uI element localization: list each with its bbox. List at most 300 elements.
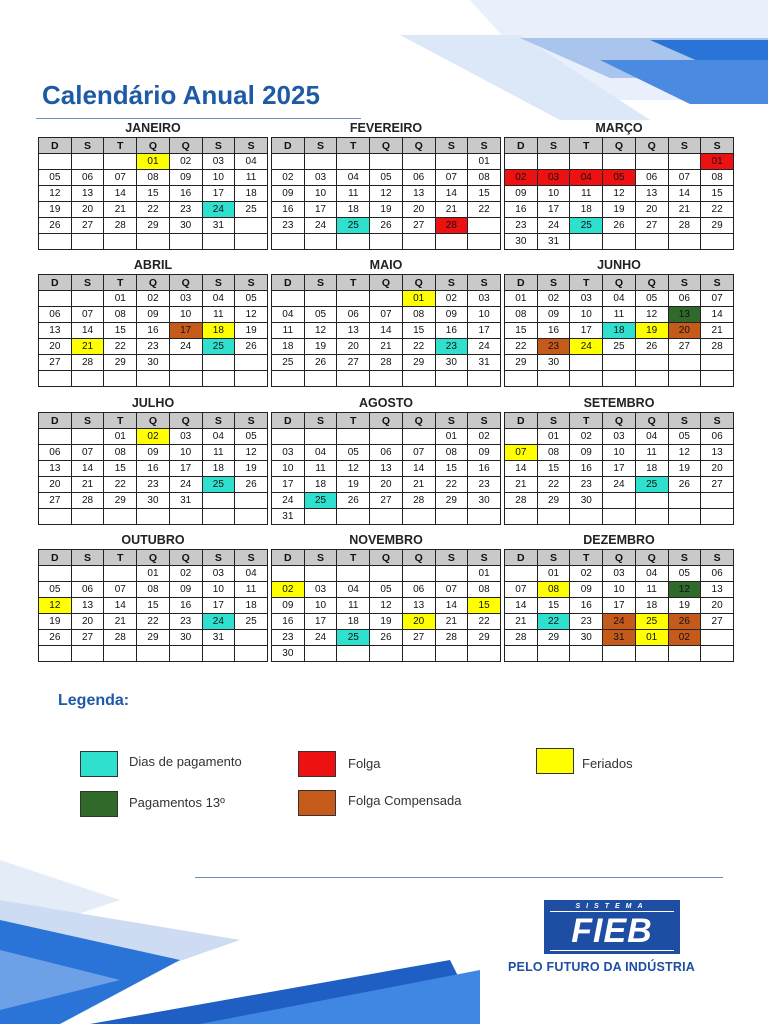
day-cell: 22 bbox=[537, 477, 570, 493]
day-cell: 15 bbox=[468, 598, 501, 614]
day-cell: 09 bbox=[505, 186, 538, 202]
day-cell: 15 bbox=[137, 598, 170, 614]
empty-cell bbox=[570, 355, 603, 371]
day-cell: 14 bbox=[505, 598, 538, 614]
weekday-header: S bbox=[668, 550, 701, 566]
weekday-header: T bbox=[570, 275, 603, 291]
day-cell: 25 bbox=[202, 477, 235, 493]
day-cell: 19 bbox=[635, 323, 668, 339]
day-cell: 10 bbox=[603, 445, 636, 461]
month-grid bbox=[38, 137, 268, 250]
day-cell: 19 bbox=[235, 461, 268, 477]
day-cell: 25 bbox=[272, 355, 305, 371]
empty-cell bbox=[71, 234, 104, 250]
empty-cell bbox=[304, 646, 337, 662]
empty-cell bbox=[402, 429, 435, 445]
empty-cell bbox=[169, 234, 202, 250]
empty-cell bbox=[537, 646, 570, 662]
day-cell: 28 bbox=[71, 493, 104, 509]
day-cell: 17 bbox=[169, 323, 202, 339]
empty-cell bbox=[71, 646, 104, 662]
day-cell: 10 bbox=[570, 307, 603, 323]
day-cell: 25 bbox=[202, 339, 235, 355]
day-cell: 06 bbox=[402, 582, 435, 598]
day-cell: 25 bbox=[570, 218, 603, 234]
legend-swatch-folga bbox=[298, 751, 336, 777]
day-cell: 03 bbox=[570, 291, 603, 307]
weekday-header: Q bbox=[137, 275, 170, 291]
day-cell: 18 bbox=[337, 202, 370, 218]
legend-label-compensada: Folga Compensada bbox=[348, 793, 462, 808]
empty-cell bbox=[169, 509, 202, 525]
day-cell: 17 bbox=[603, 461, 636, 477]
empty-cell bbox=[635, 509, 668, 525]
day-cell: 18 bbox=[570, 202, 603, 218]
empty-cell bbox=[435, 509, 468, 525]
day-cell: 27 bbox=[71, 630, 104, 646]
month-setembro bbox=[504, 395, 734, 525]
legend-label-13: Pagamentos 13º bbox=[129, 795, 225, 810]
empty-cell bbox=[402, 154, 435, 170]
day-cell: 13 bbox=[71, 598, 104, 614]
weekday-header: S bbox=[235, 275, 268, 291]
day-cell: 21 bbox=[435, 202, 468, 218]
day-cell: 07 bbox=[402, 445, 435, 461]
day-cell: 25 bbox=[635, 614, 668, 630]
day-cell: 05 bbox=[370, 582, 403, 598]
day-cell: 05 bbox=[337, 445, 370, 461]
day-cell: 18 bbox=[235, 186, 268, 202]
day-cell: 04 bbox=[337, 582, 370, 598]
day-cell: 25 bbox=[603, 339, 636, 355]
day-cell: 23 bbox=[137, 477, 170, 493]
empty-cell bbox=[537, 154, 570, 170]
empty-cell bbox=[304, 154, 337, 170]
day-cell: 23 bbox=[169, 202, 202, 218]
weekday-header: S bbox=[71, 550, 104, 566]
empty-cell bbox=[370, 371, 403, 387]
day-cell: 01 bbox=[537, 566, 570, 582]
day-cell: 09 bbox=[570, 445, 603, 461]
weekday-header: S bbox=[701, 275, 734, 291]
day-cell: 31 bbox=[202, 630, 235, 646]
day-cell: 01 bbox=[104, 291, 137, 307]
day-cell: 28 bbox=[435, 218, 468, 234]
day-cell: 17 bbox=[304, 202, 337, 218]
weekday-header: Q bbox=[169, 550, 202, 566]
empty-cell bbox=[370, 234, 403, 250]
day-cell: 15 bbox=[137, 186, 170, 202]
day-cell: 15 bbox=[537, 598, 570, 614]
day-cell: 14 bbox=[104, 598, 137, 614]
empty-cell bbox=[202, 509, 235, 525]
weekday-header: S bbox=[537, 413, 570, 429]
day-cell: 12 bbox=[370, 186, 403, 202]
day-cell: 04 bbox=[635, 429, 668, 445]
day-cell: 06 bbox=[39, 445, 72, 461]
day-cell: 23 bbox=[537, 339, 570, 355]
empty-cell bbox=[505, 154, 538, 170]
month-novembro bbox=[271, 532, 501, 662]
empty-cell bbox=[435, 234, 468, 250]
day-cell: 27 bbox=[71, 218, 104, 234]
day-cell: 03 bbox=[169, 291, 202, 307]
day-cell: 14 bbox=[505, 461, 538, 477]
weekday-header: S bbox=[304, 550, 337, 566]
day-cell: 27 bbox=[39, 355, 72, 371]
empty-cell bbox=[202, 493, 235, 509]
empty-cell bbox=[635, 371, 668, 387]
day-cell: 07 bbox=[701, 291, 734, 307]
day-cell: 20 bbox=[39, 477, 72, 493]
empty-cell bbox=[468, 509, 501, 525]
day-cell: 23 bbox=[468, 477, 501, 493]
empty-cell bbox=[337, 291, 370, 307]
empty-cell bbox=[701, 630, 734, 646]
day-cell: 23 bbox=[169, 614, 202, 630]
day-cell: 02 bbox=[137, 291, 170, 307]
weekday-header: D bbox=[505, 413, 538, 429]
day-cell: 29 bbox=[537, 493, 570, 509]
weekday-header: Q bbox=[137, 550, 170, 566]
day-cell: 02 bbox=[169, 566, 202, 582]
day-cell: 11 bbox=[202, 445, 235, 461]
day-cell: 17 bbox=[202, 598, 235, 614]
weekday-header: Q bbox=[370, 138, 403, 154]
day-cell: 21 bbox=[505, 614, 538, 630]
empty-cell bbox=[304, 566, 337, 582]
day-cell: 04 bbox=[603, 291, 636, 307]
day-cell: 17 bbox=[468, 323, 501, 339]
day-cell: 09 bbox=[272, 598, 305, 614]
day-cell: 05 bbox=[235, 429, 268, 445]
day-cell: 01 bbox=[537, 429, 570, 445]
day-cell: 23 bbox=[272, 630, 305, 646]
day-cell: 27 bbox=[701, 614, 734, 630]
day-cell: 06 bbox=[402, 170, 435, 186]
weekday-header: S bbox=[435, 138, 468, 154]
day-cell: 03 bbox=[603, 566, 636, 582]
day-cell: 29 bbox=[435, 493, 468, 509]
day-cell: 14 bbox=[435, 186, 468, 202]
weekday-header: S bbox=[537, 138, 570, 154]
empty-cell bbox=[370, 429, 403, 445]
day-cell: 04 bbox=[337, 170, 370, 186]
empty-cell bbox=[370, 154, 403, 170]
month-junho bbox=[504, 257, 734, 387]
legend-label-feriados: Feriados bbox=[582, 756, 633, 771]
day-cell: 10 bbox=[468, 307, 501, 323]
day-cell: 09 bbox=[272, 186, 305, 202]
weekday-header: Q bbox=[370, 413, 403, 429]
day-cell: 12 bbox=[39, 598, 72, 614]
day-cell: 07 bbox=[104, 582, 137, 598]
day-cell: 12 bbox=[235, 307, 268, 323]
empty-cell bbox=[402, 509, 435, 525]
weekday-header: S bbox=[537, 550, 570, 566]
empty-cell bbox=[71, 291, 104, 307]
month-maio bbox=[271, 257, 501, 387]
empty-cell bbox=[603, 646, 636, 662]
day-cell: 15 bbox=[104, 461, 137, 477]
month-name: AGOSTO bbox=[359, 396, 413, 410]
day-cell: 24 bbox=[202, 202, 235, 218]
day-cell: 21 bbox=[71, 477, 104, 493]
empty-cell bbox=[701, 493, 734, 509]
day-cell: 30 bbox=[505, 234, 538, 250]
day-cell: 04 bbox=[235, 566, 268, 582]
day-cell: 12 bbox=[603, 186, 636, 202]
day-cell: 09 bbox=[169, 170, 202, 186]
day-cell: 05 bbox=[603, 170, 636, 186]
day-cell: 14 bbox=[370, 323, 403, 339]
month-agosto bbox=[271, 395, 501, 525]
day-cell: 16 bbox=[169, 598, 202, 614]
weekday-header: D bbox=[39, 138, 72, 154]
day-cell: 01 bbox=[402, 291, 435, 307]
day-cell: 15 bbox=[435, 461, 468, 477]
day-cell: 16 bbox=[137, 461, 170, 477]
day-cell: 16 bbox=[570, 598, 603, 614]
empty-cell bbox=[71, 154, 104, 170]
empty-cell bbox=[570, 371, 603, 387]
day-cell: 08 bbox=[701, 170, 734, 186]
day-cell: 07 bbox=[505, 445, 538, 461]
day-cell: 30 bbox=[468, 493, 501, 509]
day-cell: 02 bbox=[537, 291, 570, 307]
title-divider bbox=[36, 118, 361, 119]
weekday-header: Q bbox=[635, 413, 668, 429]
day-cell: 08 bbox=[505, 307, 538, 323]
month-name: SETEMBRO bbox=[583, 396, 655, 410]
day-cell: 04 bbox=[272, 307, 305, 323]
month-julho bbox=[38, 395, 268, 525]
logo-line-bottom bbox=[550, 950, 674, 951]
day-cell: 31 bbox=[468, 355, 501, 371]
empty-cell bbox=[370, 291, 403, 307]
day-cell: 12 bbox=[304, 323, 337, 339]
day-cell: 25 bbox=[235, 202, 268, 218]
day-cell: 04 bbox=[202, 429, 235, 445]
day-cell: 13 bbox=[71, 186, 104, 202]
empty-cell bbox=[505, 429, 538, 445]
day-cell: 27 bbox=[402, 630, 435, 646]
weekday-header: T bbox=[337, 138, 370, 154]
day-cell: 16 bbox=[435, 323, 468, 339]
day-cell: 03 bbox=[169, 429, 202, 445]
empty-cell bbox=[435, 566, 468, 582]
legend-swatch-pagamento bbox=[80, 751, 118, 777]
day-cell: 29 bbox=[104, 493, 137, 509]
empty-cell bbox=[635, 646, 668, 662]
day-cell: 22 bbox=[104, 477, 137, 493]
day-cell: 30 bbox=[570, 493, 603, 509]
day-cell: 12 bbox=[635, 307, 668, 323]
empty-cell bbox=[39, 509, 72, 525]
day-cell: 21 bbox=[668, 202, 701, 218]
empty-cell bbox=[304, 429, 337, 445]
weekday-header: S bbox=[701, 138, 734, 154]
empty-cell bbox=[137, 646, 170, 662]
day-cell: 16 bbox=[505, 202, 538, 218]
day-cell: 16 bbox=[272, 614, 305, 630]
month-grid bbox=[504, 549, 734, 662]
day-cell: 04 bbox=[570, 170, 603, 186]
day-cell: 05 bbox=[39, 170, 72, 186]
day-cell: 25 bbox=[337, 218, 370, 234]
day-cell: 25 bbox=[304, 493, 337, 509]
day-cell: 01 bbox=[468, 566, 501, 582]
month-name: MARÇO bbox=[595, 121, 643, 135]
day-cell: 15 bbox=[104, 323, 137, 339]
day-cell: 16 bbox=[137, 323, 170, 339]
legend-swatch-feriados bbox=[536, 748, 574, 774]
day-cell: 26 bbox=[337, 493, 370, 509]
day-cell: 09 bbox=[435, 307, 468, 323]
weekday-header: T bbox=[337, 275, 370, 291]
day-cell: 28 bbox=[505, 493, 538, 509]
day-cell: 19 bbox=[370, 202, 403, 218]
day-cell: 13 bbox=[402, 186, 435, 202]
day-cell: 09 bbox=[169, 582, 202, 598]
day-cell: 26 bbox=[39, 630, 72, 646]
day-cell: 28 bbox=[71, 355, 104, 371]
day-cell: 18 bbox=[337, 614, 370, 630]
day-cell: 30 bbox=[537, 355, 570, 371]
weekday-header: Q bbox=[635, 550, 668, 566]
month-name: ABRIL bbox=[133, 258, 173, 272]
weekday-header: Q bbox=[370, 275, 403, 291]
weekday-header: D bbox=[39, 413, 72, 429]
day-cell: 10 bbox=[169, 445, 202, 461]
day-cell: 24 bbox=[537, 218, 570, 234]
day-cell: 17 bbox=[304, 614, 337, 630]
day-cell: 28 bbox=[370, 355, 403, 371]
day-cell: 05 bbox=[635, 291, 668, 307]
weekday-header: S bbox=[468, 138, 501, 154]
month-name: DEZEMBRO bbox=[583, 533, 655, 547]
day-cell: 12 bbox=[370, 598, 403, 614]
empty-cell bbox=[39, 371, 72, 387]
day-cell: 31 bbox=[603, 630, 636, 646]
empty-cell bbox=[701, 646, 734, 662]
day-cell: 01 bbox=[137, 566, 170, 582]
month-name: FEVEREIRO bbox=[349, 121, 423, 135]
empty-cell bbox=[402, 646, 435, 662]
empty-cell bbox=[39, 291, 72, 307]
day-cell: 28 bbox=[435, 630, 468, 646]
empty-cell bbox=[668, 509, 701, 525]
weekday-header: T bbox=[104, 550, 137, 566]
day-cell: 18 bbox=[202, 323, 235, 339]
day-cell: 09 bbox=[137, 445, 170, 461]
day-cell: 14 bbox=[435, 598, 468, 614]
month-grid bbox=[271, 549, 501, 662]
logo-slogan: PELO FUTURO DA INDÚSTRIA bbox=[508, 960, 695, 974]
empty-cell bbox=[570, 234, 603, 250]
day-cell: 11 bbox=[272, 323, 305, 339]
weekday-header: Q bbox=[603, 413, 636, 429]
day-cell: 13 bbox=[701, 582, 734, 598]
day-cell: 10 bbox=[202, 170, 235, 186]
day-cell: 01 bbox=[701, 154, 734, 170]
empty-cell bbox=[570, 646, 603, 662]
empty-cell bbox=[505, 566, 538, 582]
legend-label-folga: Folga bbox=[348, 756, 381, 771]
day-cell: 15 bbox=[505, 323, 538, 339]
day-cell: 02 bbox=[668, 630, 701, 646]
empty-cell bbox=[235, 355, 268, 371]
empty-cell bbox=[370, 646, 403, 662]
empty-cell bbox=[272, 429, 305, 445]
day-cell: 08 bbox=[104, 445, 137, 461]
empty-cell bbox=[202, 355, 235, 371]
empty-cell bbox=[71, 429, 104, 445]
weekday-header: S bbox=[71, 138, 104, 154]
day-cell: 17 bbox=[603, 598, 636, 614]
day-cell: 22 bbox=[137, 202, 170, 218]
logo-sistema-text: SISTEMA bbox=[575, 903, 649, 910]
day-cell: 24 bbox=[570, 339, 603, 355]
day-cell: 14 bbox=[668, 186, 701, 202]
day-cell: 17 bbox=[537, 202, 570, 218]
day-cell: 01 bbox=[468, 154, 501, 170]
day-cell: 16 bbox=[468, 461, 501, 477]
day-cell: 22 bbox=[468, 614, 501, 630]
empty-cell bbox=[668, 234, 701, 250]
day-cell: 01 bbox=[137, 154, 170, 170]
weekday-header: Q bbox=[635, 275, 668, 291]
day-cell: 28 bbox=[505, 630, 538, 646]
empty-cell bbox=[39, 234, 72, 250]
day-cell: 08 bbox=[468, 582, 501, 598]
day-cell: 11 bbox=[202, 307, 235, 323]
day-cell: 14 bbox=[71, 461, 104, 477]
day-cell: 11 bbox=[337, 598, 370, 614]
empty-cell bbox=[235, 234, 268, 250]
day-cell: 12 bbox=[39, 186, 72, 202]
day-cell: 14 bbox=[402, 461, 435, 477]
day-cell: 24 bbox=[603, 614, 636, 630]
weekday-header: Q bbox=[137, 138, 170, 154]
empty-cell bbox=[202, 371, 235, 387]
empty-cell bbox=[202, 234, 235, 250]
day-cell: 26 bbox=[635, 339, 668, 355]
day-cell: 05 bbox=[668, 566, 701, 582]
logo-brand-text: FIEB bbox=[571, 912, 653, 950]
day-cell: 03 bbox=[202, 566, 235, 582]
day-cell: 21 bbox=[402, 477, 435, 493]
day-cell: 20 bbox=[71, 614, 104, 630]
day-cell: 29 bbox=[468, 630, 501, 646]
empty-cell bbox=[370, 566, 403, 582]
empty-cell bbox=[370, 509, 403, 525]
weekday-header: S bbox=[202, 138, 235, 154]
day-cell: 21 bbox=[435, 614, 468, 630]
legend-swatch-compensada bbox=[298, 790, 336, 816]
month-março bbox=[504, 120, 734, 250]
day-cell: 24 bbox=[603, 477, 636, 493]
month-dezembro bbox=[504, 532, 734, 662]
weekday-header: Q bbox=[370, 550, 403, 566]
empty-cell bbox=[104, 566, 137, 582]
footer-divider bbox=[195, 877, 723, 878]
day-cell: 20 bbox=[668, 323, 701, 339]
legend-swatch-13 bbox=[80, 791, 118, 817]
weekday-header: S bbox=[668, 138, 701, 154]
day-cell: 07 bbox=[435, 582, 468, 598]
fieb-logo bbox=[544, 900, 680, 954]
